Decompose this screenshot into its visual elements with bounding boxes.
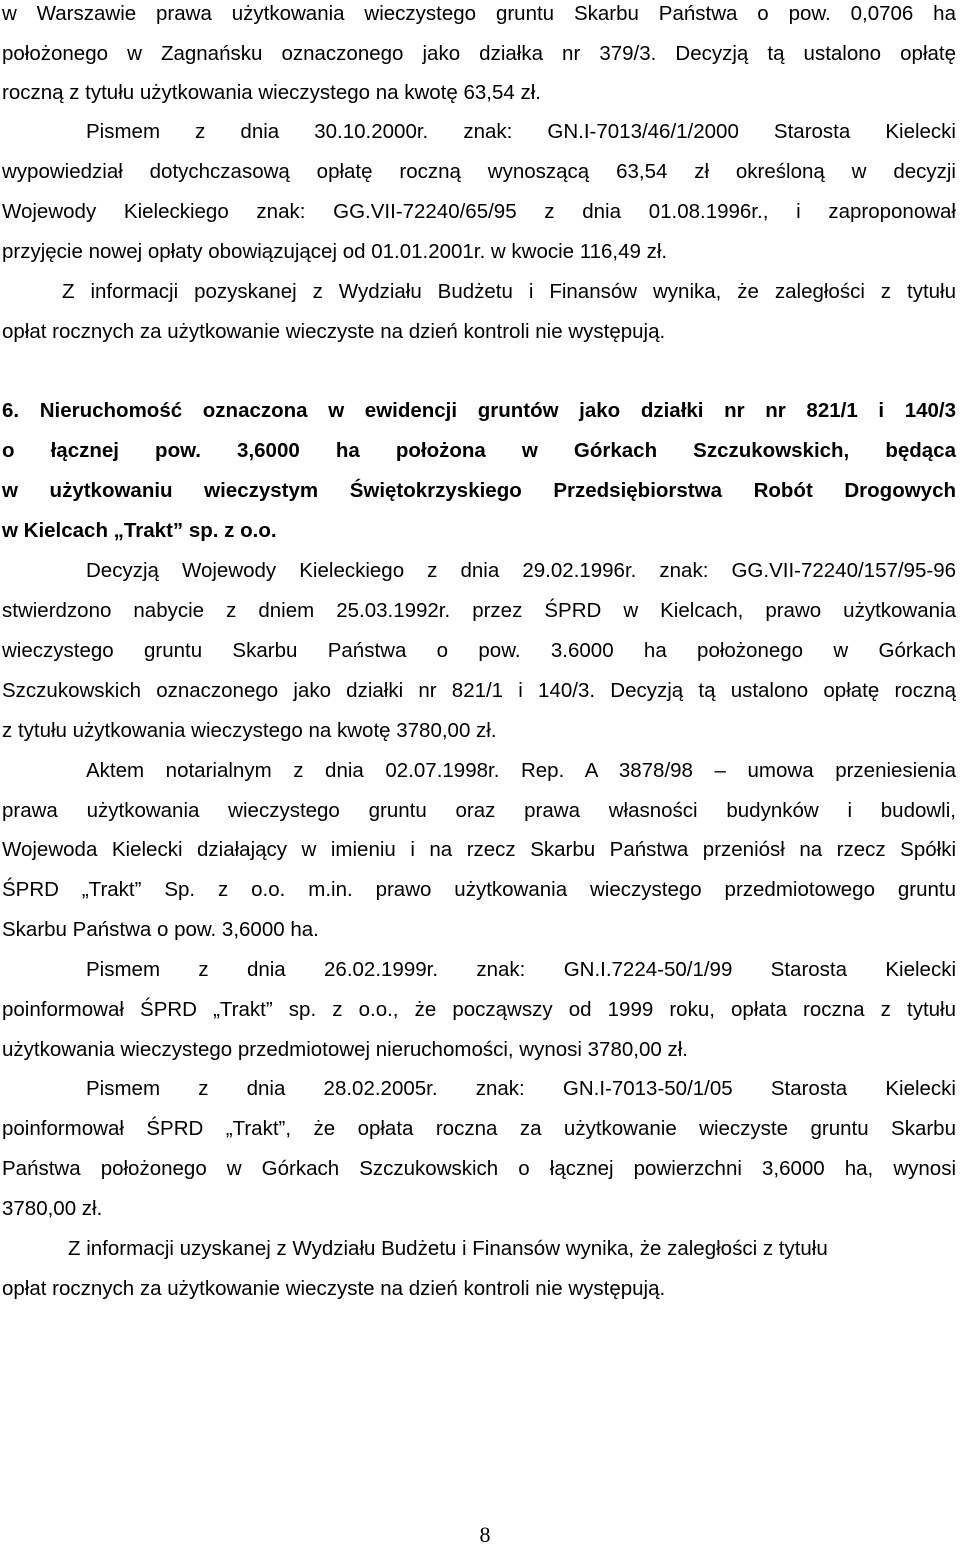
text-line: Państwa położonego w Górkach Szczukowskich o łącznej powierzchni 3,6000 ha, wynosi: [2, 1157, 956, 1180]
text-line: Pismem z dnia 28.02.2005r. znak: GN.I-7013-50/1/05 Starosta Kielecki: [86, 1077, 956, 1100]
text-line: Pismem z dnia 26.02.1999r. znak: GN.I.7224-50/1/99 Starosta Kielecki: [86, 958, 956, 981]
text-line: położonego w Zagnańsku oznaczonego jako działka nr 379/3. Decyzją tą ustalono opłatę: [2, 42, 956, 65]
text-line: ŚPRD „Trakt” Sp. z o.o. m.in. prawo użytkowania wieczystego przedmiotowego gruntu: [2, 878, 956, 901]
page-number: 8: [479, 1522, 491, 1547]
text-line: Aktem notarialnym z dnia 02.07.1998r. Rep. A 3878/98 – umowa przeniesienia: [86, 759, 956, 782]
text-line: wieczystego gruntu Skarbu Państwa o pow. 3.6000 ha położonego w Górkach: [2, 639, 956, 662]
text-line: Skarbu Państwa o pow. 3,6000 ha.: [2, 918, 319, 941]
section-heading: w Kielcach „Trakt” sp. z o.o.: [2, 519, 277, 542]
text-line: Wojewody Kieleckiego znak: GG.VII-72240/65/95 z dnia 01.08.1996r., i zaproponował: [2, 200, 956, 223]
section-heading: o łącznej pow. 3,6000 ha położona w Górkach Szczukowskich, będąca: [2, 439, 956, 462]
text-line: stwierdzono nabycie z dniem 25.03.1992r. przez ŚPRD w Kielcach, prawo użytkowania: [2, 599, 956, 622]
text-line: prawa użytkowania wieczystego gruntu oraz prawa własności budynków i budowli,: [2, 799, 956, 822]
text-line: poinformował ŚPRD „Trakt”, że opłata roczna za użytkowanie wieczyste gruntu Skarbu: [2, 1117, 956, 1140]
text-line: opłat rocznych za użytkowanie wieczyste na dzień kontroli nie występują.: [2, 320, 666, 343]
section-heading: 6. Nieruchomość oznaczona w ewidencji gruntów jako działki nr nr 821/1 i 140/3: [2, 399, 956, 422]
text-line: wypowiedział dotychczasową opłatę roczną wynoszącą 63,54 zł określoną w decyzji: [2, 160, 956, 183]
text-line: przyjęcie nowej opłaty obowiązującej od 01.01.2001r. w kwocie 116,49 zł.: [2, 240, 668, 263]
text-line: w Warszawie prawa użytkowania wieczystego gruntu Skarbu Państwa o pow. 0,0706 ha: [2, 2, 956, 25]
text-line: poinformował ŚPRD „Trakt” sp. z o.o., że począwszy od 1999 roku, opłata roczna z tytułu: [2, 998, 956, 1021]
text-line: Wojewoda Kielecki działający w imieniu i na rzecz Skarbu Państwa przeniósł na rzecz Spółki: [2, 838, 956, 861]
text-line: opłat rocznych za użytkowanie wieczyste na dzień kontroli nie występują.: [2, 1277, 666, 1300]
text-line: Z informacji pozyskanej z Wydziału Budżetu i Finansów wynika, że zaległości z tytułu: [62, 280, 956, 303]
text-line: roczną z tytułu użytkowania wieczystego na kwotę 63,54 zł.: [2, 81, 541, 104]
text-line: Szczukowskich oznaczonego jako działki nr 821/1 i 140/3. Decyzją tą ustalono opłatę roczną: [2, 679, 956, 702]
section-heading: w użytkowaniu wieczystym Świętokrzyskiego Przedsiębiorstwa Robót Drogowych: [2, 479, 956, 502]
text-line: użytkowania wieczystego przedmiotowej nieruchomości, wynosi 3780,00 zł.: [2, 1038, 688, 1061]
text-line: Z informacji uzyskanej z Wydziału Budżetu i Finansów wynika, że zaległości z tytułu: [68, 1237, 828, 1260]
text-line: 3780,00 zł.: [2, 1197, 103, 1220]
text-line: z tytułu użytkowania wieczystego na kwotę 3780,00 zł.: [2, 719, 497, 742]
text-line: Decyzją Wojewody Kieleckiego z dnia 29.02.1996r. znak: GG.VII-72240/157/95-96: [86, 559, 956, 582]
text-line: Pismem z dnia 30.10.2000r. znak: GN.I-7013/46/1/2000 Starosta Kielecki: [86, 120, 956, 143]
